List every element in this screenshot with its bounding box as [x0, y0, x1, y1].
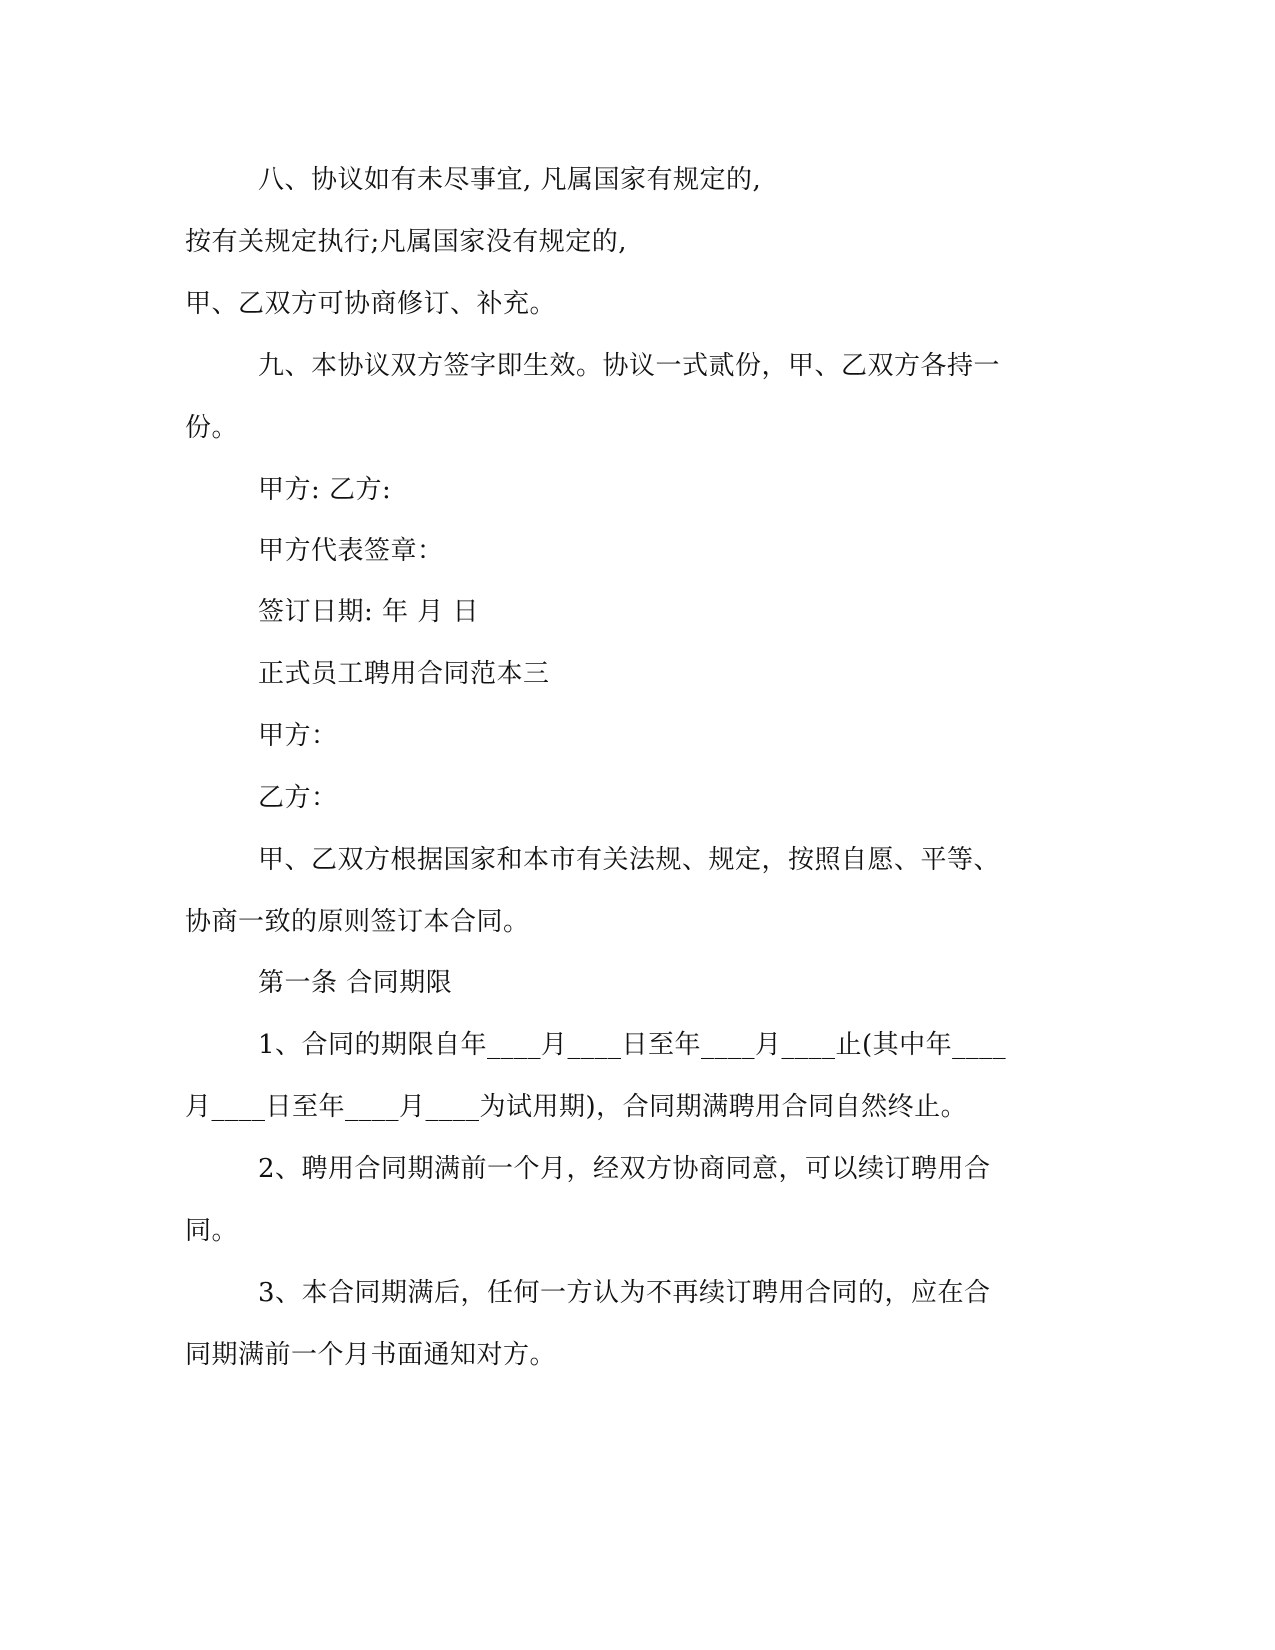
article-1-item-3-line-1: 3、本合同期满后，任何一方认为不再续订聘用合同的，应在合	[258, 1278, 991, 1308]
article-1-heading: 第一条 合同期限	[258, 968, 453, 998]
clause-9-line-2: 份。	[185, 413, 239, 443]
preamble-line-2: 协商一致的原则签订本合同。	[185, 907, 530, 937]
article-1-item-2-line-1: 2、聘用合同期满前一个月，经双方协商同意，可以续订聘用合	[258, 1154, 991, 1184]
signing-date-line: 签订日期: 年 月 日	[258, 597, 480, 627]
party-b-line: 乙方：	[258, 783, 338, 813]
article-1-item-3-line-2: 同期满前一个月书面通知对方。	[185, 1340, 557, 1370]
parties-signature-line: 甲方: 乙方:	[258, 475, 392, 505]
clause-9-line-1: 九、本协议双方签字即生效。协议一式贰份，甲、乙双方各持一	[258, 351, 1001, 381]
preamble-line-1: 甲、乙双方根据国家和本市有关法规、规定，按照自愿、平等、	[258, 845, 1001, 875]
article-1-item-1-line-1: 1、合同的期限自年____月____日至年____月____止(其中年____	[258, 1030, 1007, 1060]
party-a-line: 甲方：	[258, 721, 338, 751]
article-1-item-1-line-2: 月____日至年____月____为试用期)，合同期满聘用合同自然终止。	[185, 1092, 968, 1122]
article-1-item-2-line-2: 同。	[185, 1216, 239, 1246]
representative-signature-line: 甲方代表签章：	[258, 536, 444, 566]
contract-title: 正式员工聘用合同范本三	[258, 659, 550, 689]
clause-8-line-3: 甲、乙双方可协商修订、补充。	[185, 289, 557, 319]
clause-8-line-1: 八、协议如有未尽事宜, 凡属国家有规定的,	[258, 165, 762, 195]
clause-8-line-2: 按有关规定执行;凡属国家没有规定的,	[185, 227, 628, 257]
